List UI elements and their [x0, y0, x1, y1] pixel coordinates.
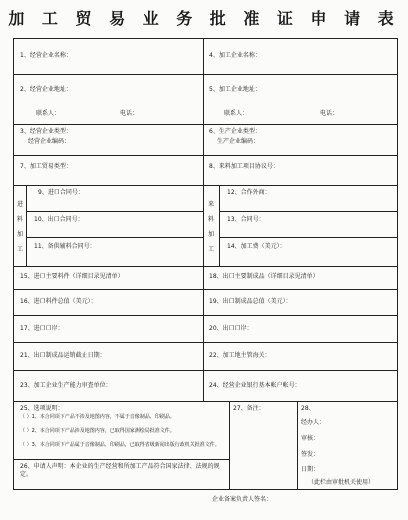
- row-line: [26, 237, 203, 238]
- row-line: [14, 370, 397, 371]
- field-foreign-partner: 12、合作外商：: [227, 189, 271, 196]
- field-contact-right: 联系人：: [224, 110, 249, 117]
- row-line: [14, 459, 229, 460]
- field-customs-office: 22、加工地主管海关：: [209, 352, 271, 359]
- row-line: [14, 342, 397, 343]
- field-export-contract: 10、出口合同号：: [34, 216, 84, 223]
- field-import-total-value: 16、进口料件总值（美元）：: [20, 298, 97, 305]
- row-line: [14, 266, 397, 267]
- field-main-exports: 18、出口主要制成品（详细目录见清单）: [209, 273, 319, 280]
- label-import-processing: 进 料 加 工: [16, 201, 23, 253]
- column-divider-lower-2: [297, 401, 298, 489]
- field-processing-trade-type: 7、加工贸易类型：: [20, 163, 72, 170]
- row-line: [219, 211, 397, 212]
- field-reviewer: 审核：: [301, 435, 320, 442]
- application-form-table: [13, 38, 398, 490]
- field-auxiliary-contract: 11、备供辅料合同号：: [34, 243, 96, 250]
- field-agreement-number: 8、来料加工项目协议号：: [209, 163, 279, 170]
- field-bank-account: 24、经营企业银行基本帐户帐号：: [209, 382, 301, 389]
- option-1: （ ）1、本合同项下产品不涉及地图内容，不属于音像制品、印刷品。: [20, 414, 175, 420]
- approval-note: （此栏由审批机关使用）: [308, 479, 375, 486]
- row-line: [14, 74, 397, 75]
- field-phone-right: 电话：: [320, 110, 339, 117]
- row-line: [14, 401, 397, 402]
- field-production-company-code: 生产企业编码：: [217, 138, 260, 145]
- field-declaration: 26、申请人声明：本企业的生产经营和所加工产品符合国家法律、法规的规定。: [20, 463, 220, 478]
- field-operating-company-code: 经营企业编码：: [28, 138, 71, 145]
- field-issuer: 签发：: [301, 451, 320, 458]
- field-export-deadline: 21、出口制成品运销截止日期：: [20, 352, 106, 359]
- field-capacity-review-unit: 23、加工企业生产能力审查单位：: [20, 382, 112, 389]
- row-line: [219, 237, 397, 238]
- row-line: [14, 124, 397, 125]
- field-handler: 经办人：: [301, 419, 326, 426]
- field-contract-number: 13、合同号：: [227, 216, 265, 223]
- form-title: 加 工 贸 易 业 务 批 准 证 申 请 表: [8, 9, 400, 28]
- field-phone-left: 电话：: [120, 110, 139, 117]
- column-divider: [203, 39, 204, 401]
- field-approval: 28、: [301, 405, 315, 412]
- option-3: （ ）3、本合同项下产品属于音像制品、印刷品，已取得省级新闻出版行政机关批准文件。: [20, 442, 220, 448]
- field-production-company-type: 6、生产企业类型：: [209, 128, 261, 135]
- field-contact-left: 联系人：: [36, 110, 61, 117]
- column-divider-lower-1: [229, 401, 230, 489]
- row-line: [26, 211, 203, 212]
- field-main-imports: 15、进口主要料件（详细目录见清单）: [20, 273, 124, 280]
- field-processing-fee: 14、加工费（美元）：: [227, 243, 286, 250]
- row-line: [14, 155, 397, 156]
- sub-divider-right: [219, 185, 220, 266]
- field-remarks: 27、备注：: [233, 405, 265, 412]
- field-processing-company-name: 4、加工企业名称：: [209, 52, 261, 59]
- field-operating-company-address: 2、经营企业地址：: [20, 86, 72, 93]
- option-2: （ ）2、本合同项下产品涉及地图内容，已取得国家测绘局批准文件。: [20, 428, 175, 434]
- field-processing-company-address: 5、加工企业地址：: [209, 86, 261, 93]
- row-line: [14, 315, 397, 316]
- field-import-contract: 9、进口合同号：: [38, 189, 84, 196]
- signature-line: 企业备案负责人签名：: [212, 496, 273, 503]
- field-operating-company-name: 1、经营企业名称：: [20, 52, 72, 59]
- field-operating-company-type: 3、经营企业类型：: [20, 128, 72, 135]
- label-consignment-processing: 来 料 加 工: [207, 201, 214, 253]
- field-import-port: 17、进口口岸：: [20, 325, 64, 332]
- field-export-total-value: 19、出口制成品总值（美元）：: [209, 298, 292, 305]
- field-export-port: 20、出口口岸：: [209, 325, 253, 332]
- row-line: [14, 289, 397, 290]
- row-line: [14, 185, 397, 186]
- field-options: 25、选项说明：: [20, 405, 64, 412]
- field-date: 日期：: [301, 466, 320, 473]
- sub-divider-left: [26, 185, 27, 266]
